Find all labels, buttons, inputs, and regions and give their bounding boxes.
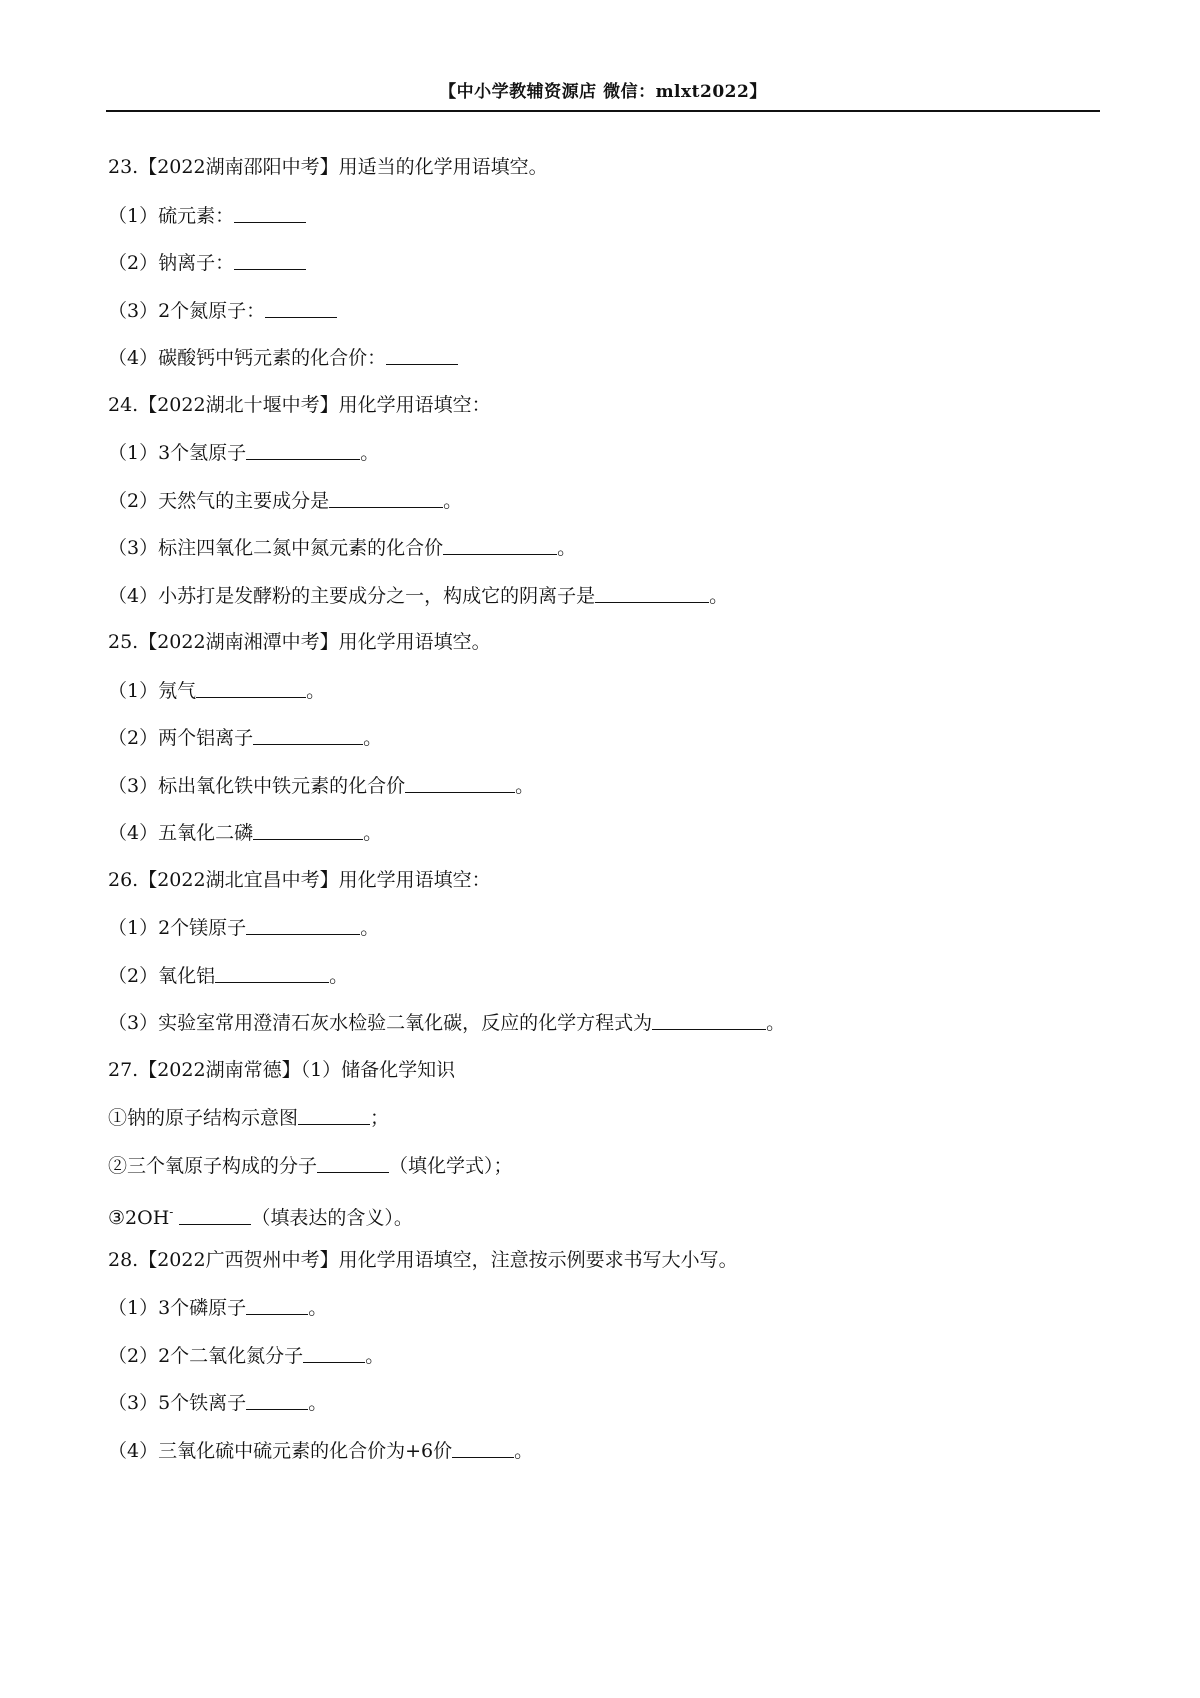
answer-blank[interactable] [303,1338,365,1363]
answer-blank[interactable] [253,815,363,840]
item-text: （2）2个二氧化氮分子 [108,1344,304,1367]
item-suffix: 。 [308,1392,328,1414]
answer-blank[interactable] [386,340,458,365]
item-text: （1）2个镁原子 [108,917,247,939]
answer-blank[interactable] [246,435,360,460]
question-27-title: 27.【2022湖南常德】（1）储备化学知识 [108,1058,456,1081]
question-23-item-2 [108,245,1098,293]
question-27-item-3 [108,1195,1098,1243]
question-28-item-3 [108,1385,1098,1433]
question-list [108,150,1098,1480]
answer-blank[interactable] [246,1290,308,1315]
item-text: ③2OH [108,1207,170,1229]
question-28-item-2 [108,1338,1098,1386]
item-suffix: 。 [709,584,729,607]
item-text: （3）2个氮原子： [108,299,266,322]
question-25-title: 25.【2022湖南湘潭中考】用化学用语填空。 [108,631,491,653]
question-25-item-4 [108,815,1098,863]
question-23-item-1 [108,198,1098,246]
question-25-item-2 [108,720,1098,768]
item-suffix: 。 [329,964,349,987]
item-suffix: 。 [443,489,463,512]
answer-blank[interactable] [443,530,557,555]
item-suffix: 。 [360,917,380,939]
item-suffix: 。 [306,679,326,702]
question-25-item-3 [108,768,1098,816]
question-26-item-1 [108,910,1098,958]
item-text: （4）五氧化二磷 [108,822,254,844]
item-text: ①钠的原子结构示意图 [108,1107,299,1129]
item-text: （2）钠离子： [108,252,235,274]
item-suffix: 。 [360,442,380,464]
answer-blank[interactable] [329,483,443,508]
question-27-item-2 [108,1148,1098,1196]
question-27-item-1 [108,1100,1098,1148]
answer-blank[interactable] [246,1385,308,1410]
item-text: （1）硫元素： [108,204,235,227]
item-text: （1）氖气 [108,679,197,702]
question-28-item-1 [108,1290,1098,1338]
header-rule [106,110,1100,112]
question-28-title: 28.【2022广西贺州中考】用化学用语填空，注意按示例要求书写大小写。 [108,1248,738,1271]
item-text: （2）天然气的主要成分是 [108,489,330,512]
item-suffix: 。 [365,1344,385,1367]
item-suffix: （填表达的含义）。 [251,1207,413,1229]
item-text: （1）3个磷原子 [108,1297,247,1319]
item-suffix: （填化学式）； [389,1154,513,1177]
item-text: （2）两个铝离子 [108,727,254,749]
question-25-item-1 [108,673,1098,721]
item-text: （4）小苏打是发酵粉的主要成分之一，构成它的阴离子是 [108,584,596,607]
answer-blank[interactable] [215,958,329,983]
question-26-item-2 [108,958,1098,1006]
superscript-charge: - [169,1205,174,1219]
item-text: （3）5个铁离子 [108,1392,247,1414]
answer-blank[interactable] [452,1433,514,1458]
answer-blank[interactable] [196,673,306,698]
item-suffix: 。 [557,537,577,559]
answer-blank[interactable] [234,198,306,223]
item-suffix: ； [370,1107,390,1129]
question-26-title: 26.【2022湖北宜昌中考】用化学用语填空： [108,868,491,891]
item-suffix: 。 [514,1439,534,1462]
item-text: （1）3个氢原子 [108,442,247,464]
item-text: （3）标出氧化铁中铁元素的化合价 [108,774,406,797]
question-28-item-4 [108,1433,1098,1481]
answer-blank[interactable] [234,245,306,270]
answer-blank[interactable] [317,1148,389,1173]
answer-blank[interactable] [179,1200,251,1225]
question-24-item-3 [108,530,1098,578]
answer-blank[interactable] [253,720,363,745]
item-suffix: 。 [515,774,535,797]
question-24-item-1 [108,435,1098,483]
item-text: ②三个氧原子构成的分子 [108,1154,318,1177]
page-header: 【中小学教辅资源店 微信：mlxt2022】 [439,82,767,102]
answer-blank[interactable] [595,578,709,603]
item-text: （2）氧化铝 [108,964,216,987]
question-23-title: 23.【2022湖南邵阳中考】用适当的化学用语填空。 [108,156,548,178]
question-23-item-4 [108,340,1098,388]
answer-blank[interactable] [246,910,360,935]
question-23-item-3 [108,293,1098,341]
item-suffix: 。 [363,727,383,749]
item-text: （3）实验室常用澄清石灰水检验二氧化碳，反应的化学方程式为 [108,1012,653,1034]
answer-blank[interactable] [652,1005,766,1030]
item-suffix: 。 [766,1012,786,1034]
question-26-item-3 [108,1005,1098,1053]
answer-blank[interactable] [298,1100,370,1125]
item-suffix: 。 [308,1297,328,1319]
item-text: （4）碳酸钙中钙元素的化合价： [108,347,387,369]
item-suffix: 。 [363,822,383,844]
question-24-item-2 [108,483,1098,531]
answer-blank[interactable] [265,293,337,318]
answer-blank[interactable] [405,768,515,793]
item-text: （3）标注四氧化二氮中氮元素的化合价 [108,537,444,559]
item-text: （4）三氧化硫中硫元素的化合价为+6价 [108,1439,453,1462]
question-24-title: 24.【2022湖北十堰中考】用化学用语填空： [108,393,491,416]
question-24-item-4 [108,578,1098,626]
